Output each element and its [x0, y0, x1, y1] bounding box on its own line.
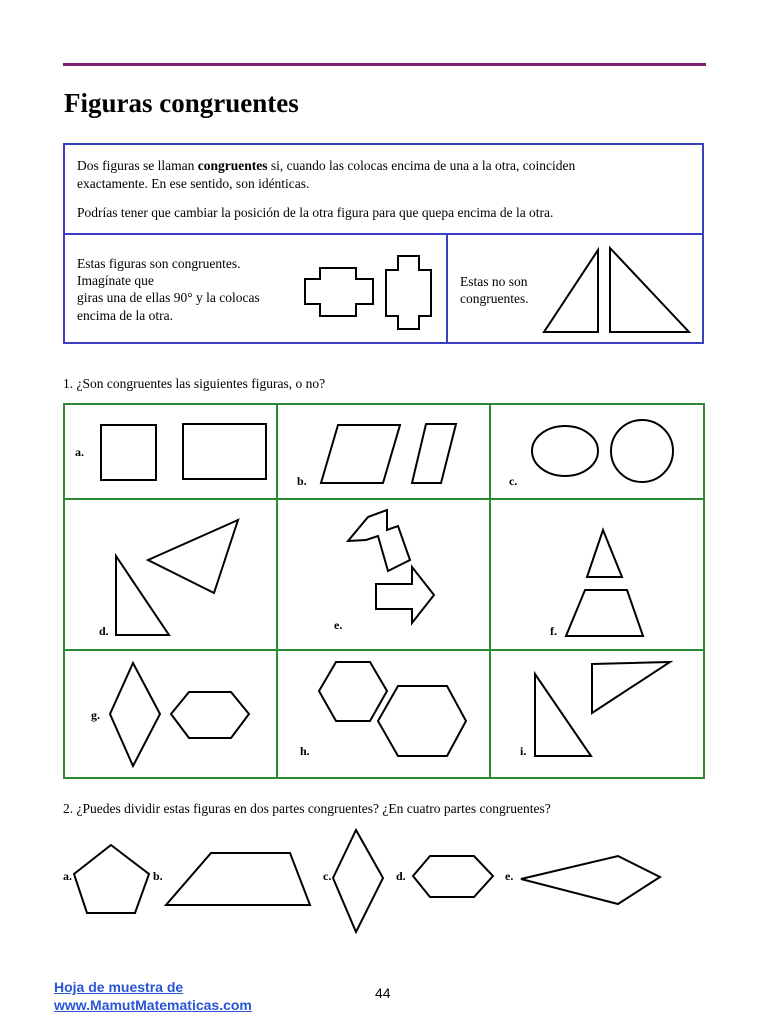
- rectangle-shape: [183, 424, 266, 479]
- triangle-shape: [587, 530, 622, 577]
- definition-text: si, cuando las colocas encima de una a la otra, coinciden: [267, 158, 576, 173]
- figure-label-d: d.: [99, 624, 109, 638]
- parallelogram-shape: [321, 425, 400, 483]
- arrow-shape: [348, 510, 410, 571]
- cross-shape: [305, 268, 373, 316]
- page-title: Figuras congruentes: [64, 88, 299, 118]
- footer-link[interactable]: [54, 978, 252, 1014]
- figure-label-h: h.: [300, 744, 310, 758]
- trapezoid-shape: [166, 853, 310, 905]
- page-number: 44: [375, 985, 391, 1001]
- example-no-line: Estas no son: [460, 274, 528, 289]
- square-shape: [101, 425, 156, 480]
- question-2: 2. ¿Puedes dividir estas figuras en dos partes congruentes? ¿En cuatro partes congruentes?: [63, 801, 551, 816]
- q2-label-e: e.: [505, 869, 514, 883]
- example-yes-line: Estas figuras son congruentes.: [77, 256, 241, 271]
- trapezoid-shape: [566, 590, 643, 636]
- q2-label-a: a.: [63, 869, 72, 883]
- figure-label-g: g.: [91, 708, 100, 722]
- definition-line-3: Podrías tener que cambiar la posición de la otra figura para que quepa encima de la otra.: [77, 205, 554, 220]
- example-yes-line: encima de la otra.: [77, 308, 173, 323]
- ellipse-shape: [532, 426, 598, 476]
- example-no-line: congruentes.: [460, 291, 529, 306]
- hexagon-shape: [378, 686, 466, 756]
- kite-shape: [521, 856, 660, 904]
- triangle-shape: [592, 662, 670, 713]
- parallelogram-shape: [412, 424, 456, 483]
- q2-label-c: c.: [323, 869, 332, 883]
- rhombus-shape: [333, 830, 383, 932]
- pentagon-shape: [74, 845, 149, 913]
- cross-shape-rotated: [386, 256, 431, 329]
- figure-label-e: e.: [334, 618, 343, 632]
- hexagon-shape: [171, 692, 249, 738]
- footer-link-line-1[interactable]: Hoja de muestra de: [54, 979, 184, 995]
- footer-link-line-2[interactable]: www.MamutMatematicas.com: [54, 997, 252, 1013]
- right-triangle-shape: [116, 556, 169, 635]
- figure-label-i: i.: [520, 744, 527, 758]
- figure-label-f: f.: [550, 624, 557, 638]
- figure-label-c: c.: [509, 474, 518, 488]
- q2-label-d: d.: [396, 869, 406, 883]
- figure-label-a: a.: [75, 445, 84, 459]
- triangle-shape: [544, 250, 598, 332]
- definition-line-2: exactamente. En ese sentido, son idénticas.: [77, 176, 310, 191]
- hexagon-shape: [319, 662, 387, 721]
- example-yes-line: Imagínate que: [77, 273, 154, 288]
- figure-label-b: b.: [297, 474, 307, 488]
- triangle-shape: [148, 520, 238, 593]
- hexagon-shape: [413, 856, 493, 897]
- circle-shape: [611, 420, 673, 482]
- question-1: 1. ¿Son congruentes las siguientes figuras, o no?: [63, 376, 326, 391]
- definition-text: Dos figuras se llaman: [77, 158, 198, 173]
- rhombus-shape: [110, 663, 160, 766]
- q2-label-b: b.: [153, 869, 163, 883]
- right-triangle-shape: [535, 674, 591, 756]
- example-yes-line: giras una de ellas 90° y la colocas: [77, 290, 260, 305]
- arrow-shape: [376, 567, 434, 623]
- definition-term: congruentes: [197, 158, 268, 173]
- triangle-shape: [610, 248, 689, 332]
